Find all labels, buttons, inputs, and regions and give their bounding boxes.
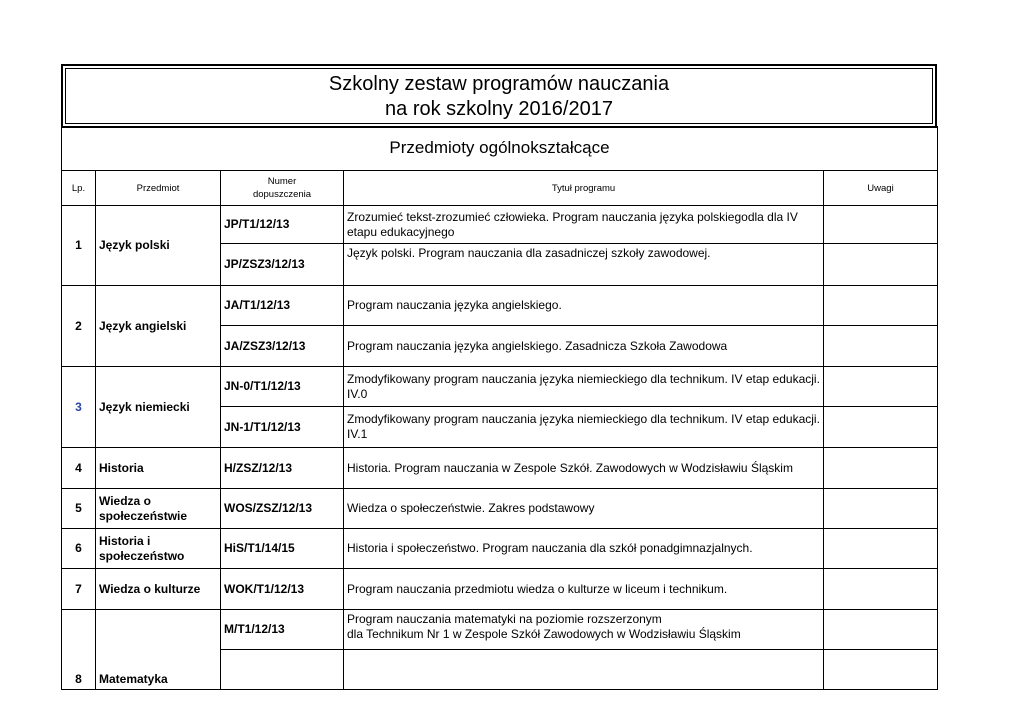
row-number: JP/T1/12/13 bbox=[221, 206, 344, 244]
row-title: Program nauczania języka angielskiego. Zasadnicza Szkoła Zawodowa bbox=[344, 326, 824, 367]
row-notes bbox=[824, 286, 938, 326]
row-subject: Wiedza o kulturze bbox=[96, 569, 221, 610]
row-title-line1: Program nauczania matematyki na poziomie rozszerzonym bbox=[347, 612, 662, 626]
row-number: WOS/ZSZ/12/13 bbox=[221, 489, 344, 529]
row-number: WOK/T1/12/13 bbox=[221, 569, 344, 610]
row-lp: 4 bbox=[62, 448, 96, 489]
table-row bbox=[62, 569, 938, 610]
title-line-1: Szkolny zestaw programów nauczania bbox=[328, 73, 670, 95]
row-notes bbox=[824, 529, 938, 569]
row-notes bbox=[824, 448, 938, 489]
row-title: Program nauczania przedmiotu wiedza o kulturze w liceum i technikum. bbox=[344, 569, 824, 610]
row-lp: 5 bbox=[62, 489, 96, 529]
row-number: JA/ZSZ3/12/13 bbox=[221, 326, 344, 367]
row-subject bbox=[96, 489, 221, 529]
row-lp: 1 bbox=[62, 206, 96, 286]
row-title: Historia. Program nauczania w Zespole Szkół. Zawodowych w Wodzisławiu Śląskim bbox=[344, 448, 824, 489]
row-subject-line1: Historia i bbox=[99, 533, 151, 548]
row-subject: Matematyka bbox=[96, 610, 221, 690]
row-lp: 7 bbox=[62, 569, 96, 610]
col-lp: Lp. bbox=[62, 171, 96, 206]
row-subject bbox=[96, 529, 221, 569]
row-notes bbox=[824, 206, 938, 244]
row-title: Zmodyfikowany program nauczania języka niemieckiego dla technikum. IV etap edukacji. IV.0 bbox=[344, 367, 824, 407]
row-title: Program nauczania języka angielskiego. bbox=[344, 286, 824, 326]
row-notes bbox=[824, 326, 938, 367]
row-number: JA/T1/12/13 bbox=[221, 286, 344, 326]
row-title-line2: dla Technikum Nr 1 w Zespole Szkół Zawodowych w Wodzisławiu Śląskim bbox=[347, 627, 741, 641]
row-number: JN-1/T1/12/13 bbox=[221, 407, 344, 448]
row-number: JN-0/T1/12/13 bbox=[221, 367, 344, 407]
row-title bbox=[344, 610, 824, 650]
col-number bbox=[221, 171, 344, 206]
row-notes bbox=[824, 367, 938, 407]
programs-table bbox=[61, 170, 938, 690]
row-title: Zrozumieć tekst-zrozumieć człowieka. Program nauczania języka polskiegodla dla IV etapu edukacyjnego bbox=[344, 206, 824, 244]
row-subject-line2: społeczeństwo bbox=[99, 548, 185, 563]
table-row bbox=[62, 489, 938, 529]
page-title bbox=[63, 72, 935, 122]
title-line-2: na rok szkolny 2016/2017 bbox=[385, 98, 613, 120]
row-number: JP/ZSZ3/12/13 bbox=[221, 244, 344, 286]
title-box bbox=[61, 64, 937, 128]
header-row bbox=[62, 171, 938, 206]
row-lp: 8 bbox=[62, 610, 96, 690]
row-title: Historia i społeczeństwo. Program nauczania dla szkół ponadgimnazjalnych. bbox=[344, 529, 824, 569]
table-row bbox=[62, 529, 938, 569]
row-title: Zmodyfikowany program nauczania języka niemieckiego dla technikum. IV etap edukacji. IV.1 bbox=[344, 407, 824, 448]
row-number bbox=[221, 650, 344, 690]
row-title bbox=[344, 650, 824, 690]
row-notes bbox=[824, 650, 938, 690]
row-subject: Historia bbox=[96, 448, 221, 489]
table-row bbox=[62, 206, 938, 244]
table-row bbox=[62, 286, 938, 326]
row-notes bbox=[824, 244, 938, 286]
row-subject-line1: Wiedza o bbox=[99, 493, 151, 508]
row-lp: 6 bbox=[62, 529, 96, 569]
row-lp: 2 bbox=[62, 286, 96, 367]
row-title: Język polski. Program nauczania dla zasadniczej szkoły zawodowej. bbox=[344, 244, 824, 286]
row-subject: Język angielski bbox=[96, 286, 221, 367]
row-title: Wiedza o społeczeństwie. Zakres podstawowy bbox=[344, 489, 824, 529]
row-number: HiS/T1/14/15 bbox=[221, 529, 344, 569]
row-notes bbox=[824, 610, 938, 650]
row-subject: Język polski bbox=[96, 206, 221, 286]
col-number-line2: dopuszczenia bbox=[252, 189, 312, 200]
row-subject-line2: społeczeństwie bbox=[99, 508, 188, 523]
spreadsheet-page bbox=[61, 64, 937, 686]
row-notes bbox=[824, 569, 938, 610]
row-notes bbox=[824, 489, 938, 529]
row-notes bbox=[824, 407, 938, 448]
row-number: M/T1/12/13 bbox=[221, 610, 344, 650]
col-subject: Przedmiot bbox=[96, 171, 221, 206]
col-number-line1: Numer bbox=[267, 176, 297, 187]
table-row bbox=[62, 448, 938, 489]
table-row bbox=[62, 610, 938, 650]
col-program-title: Tytuł programu bbox=[344, 171, 824, 206]
col-notes: Uwagi bbox=[824, 171, 938, 206]
section-title: Przedmioty ogólnokształcące bbox=[61, 126, 938, 171]
row-subject: Język niemiecki bbox=[96, 367, 221, 448]
table-row bbox=[62, 367, 938, 407]
row-lp: 3 bbox=[62, 367, 96, 448]
row-number: H/ZSZ/12/13 bbox=[221, 448, 344, 489]
